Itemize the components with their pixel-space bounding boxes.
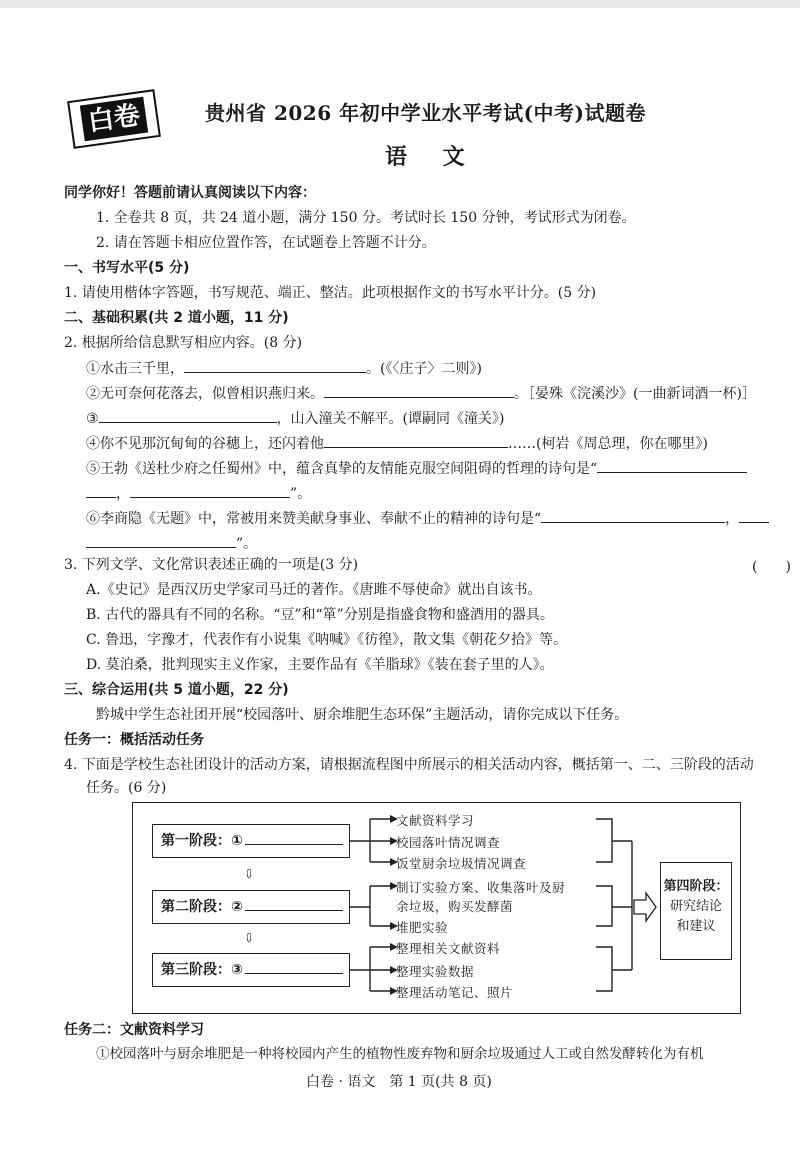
recite-1-text: ①水击三千里， [86,361,184,377]
stage-3-item: 整理实验数据 [396,964,475,979]
question-1: 1. 请使用楷体字答题，书写规范、端正、整洁。此项根据作文的书写水平计分。(5 分) [64,285,597,301]
stage-1-item: 饭堂厨余垃圾情况调查 [396,856,527,871]
task-1-heading: 任务一：概括活动任务 [64,732,204,748]
option-b: B. 古代的器具有不同的名称。“豆”和“箪”分别是指盛食物和盛酒用的器具。 [86,607,554,623]
stage-2-box [152,890,350,924]
stage-3-blank[interactable] [245,959,343,974]
task-2-heading: 任务二：文献资料学习 [64,1022,204,1038]
section-2-heading: 二、基础积累(共 2 道小题，11 分) [64,310,289,326]
stage-1-item: 校园落叶情况调查 [396,835,501,850]
subject-title: 语 文 [385,144,479,170]
task-2-paragraph: ①校园落叶与厨余堆肥是一种将校园内产生的植物性废弃物和厨余垃圾通过人工或自然发酵转化为有机 [96,1046,704,1062]
comma: ， [116,486,130,502]
stage-3-item: 整理活动笔记、照片 [396,985,514,1000]
recite-4-text: ④你不见那沉甸甸的谷穗上，还闪着他 [86,436,324,452]
down-arrow-icon: ⇩ [244,867,255,881]
recite-3-num: ③ [86,411,99,427]
option-c: C. 鲁迅，字豫才，代表作有小说集《呐喊》《彷徨》，散文集《朝花夕拾》等。 [86,632,568,648]
stage-4-title: 第四阶段： [663,879,729,894]
question-3: 3. 下列文学、文化常识表述正确的一项是(3 分) [64,557,359,573]
page-footer: 白卷 · 语文 第 1 页(共 8 页) [306,1074,492,1090]
question-4-cont: 任务。(6 分) [86,780,167,796]
stage-1-label: 第一阶段：① [161,833,243,849]
instruction-1: 1. 全卷共 8 页，共 24 道小题，满分 150 分。考试时长 150 分钟，考试形式为闭卷。 [96,210,636,226]
stage-2-blank[interactable] [245,896,343,911]
section-1-heading: 一、书写水平(5 分) [64,260,190,276]
instruction-2: 2. 请在答题卡相应位置作答，在试题卷上答题不计分。 [96,235,436,251]
option-d: D. 莫泊桑，批判现实主义作家，主要作品有《羊脂球》《装在套子里的人》。 [86,657,554,673]
section-3-heading: 三、综合运用(共 5 道小题，22 分) [64,682,289,698]
exam-title: 贵州省 2026 年初中学业水平考试(中考)试题卷 [205,101,647,125]
recite-1-source: 。(《〈庄子〉二则》) [366,361,482,377]
comma: ， [725,511,740,527]
stage-2-item: 制订实验方案、收集落叶及厨 [396,880,566,895]
close-quote: ”。 [290,486,312,502]
stage-2-item: 余垃圾，购买发酵菌 [396,899,514,914]
recite-5-text: ⑤王勃《送杜少府之任蜀州》中，蕴含真挚的友情能克服空间阻碍的哲理的诗句是“ [86,461,598,477]
recite-2-source: 。［晏殊《浣溪沙》(一曲新词酒一杯)］ [514,386,756,402]
stage-3-label: 第三阶段：③ [161,962,243,978]
down-arrow-icon: ⇩ [244,931,255,945]
stage-4-line-2: 和建议 [676,919,716,934]
stage-2-label: 第二阶段：② [161,899,243,915]
answer-parentheses[interactable]: ( ) [752,559,791,575]
section-3-intro: 黔城中学生态社团开展“校园落叶、厨余堆肥生态环保”主题活动，请你完成以下任务。 [96,707,629,723]
stage-3-item: 整理相关文献资料 [396,941,501,956]
stage-4-box [660,862,732,960]
close-quote: ”。 [236,536,258,552]
recite-2-text: ②无可奈何花落去，似曾相识燕归来。 [86,386,324,402]
stage-1-box [152,824,350,858]
stage-4-line-1: 研究结论 [669,899,722,914]
stage-1-blank[interactable] [245,830,343,845]
question-4: 4. 下面是学校生态社团设计的活动方案，请根据流程图中所展示的相关活动内容，概括第一、二、三阶段的活动 [64,757,754,773]
recite-3-text: ，山入潼关不解平。(谭嗣同《潼关》) [276,411,505,427]
question-2: 2. 根据所给信息默写相应内容。(8 分) [64,335,303,351]
greeting: 同学你好！答题前请认真阅读以下内容： [64,185,316,201]
stage-1-item: 文献资料学习 [396,813,475,828]
option-a: A.《史记》是西汉历史学家司马迁的著作。《唐雎不辱使命》就出自该书。 [86,582,542,598]
stage-3-box [152,953,350,987]
stage-2-item: 堆肥实验 [396,920,449,935]
recite-6-text: ⑥李商隐《无题》中，常被用来赞美献身事业、奉献不止的精神的诗句是“ [86,511,542,527]
recite-4-source: ……(柯岩《周总理，你在哪里》) [508,436,708,452]
white-paper-badge: 白卷 [67,89,161,149]
